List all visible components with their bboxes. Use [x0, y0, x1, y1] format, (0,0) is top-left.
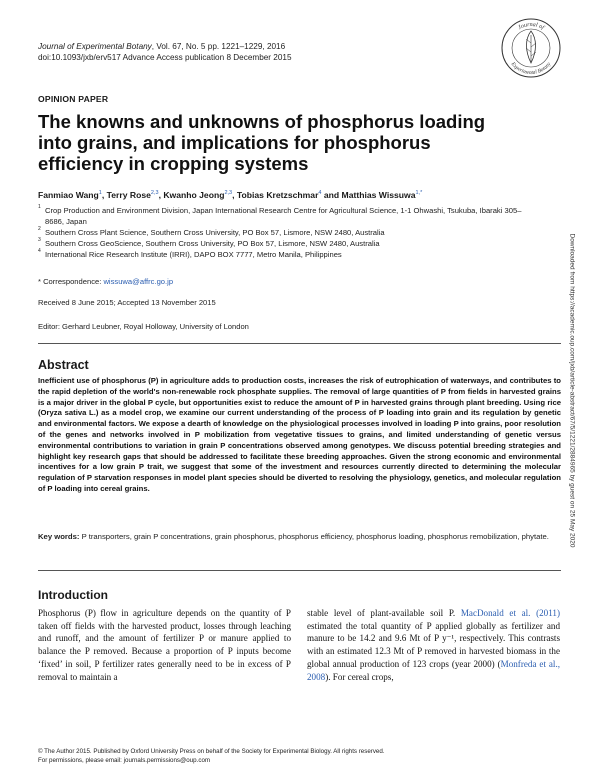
affiliation: 1 Crop Production and Environment Division, Japan International Research Centre for Agricultural Science, 1-1 Ohwashi, Tsukuba, Ibaraki 305–8686, Japan [38, 204, 522, 226]
keywords-list: P transporters, grain P concentrations, grain phosphorus, phosphorus efficiency, phosphorus loading, phosphorus remobilization, phytate. [79, 532, 549, 541]
correspondence: * Correspondence: wissuwa@affrc.go.jp [38, 277, 174, 286]
author[interactable]: Matthias Wissuwa$^{1,*}$ [341, 190, 423, 200]
author[interactable]: Kwanho Jeong$^{2,3}$ [163, 190, 233, 200]
copyright-line: © The Author 2015. Published by Oxford University Press on behalf of the Society for Experimental Biology. All rights reserved. [38, 748, 385, 755]
svg-text:Journal of: Journal of [517, 21, 545, 32]
affiliation: 3 Southern Cross GeoScience, Southern Cross University, PO Box 57, Lismore, NSW 2480, Australia [38, 237, 380, 248]
author-list: Fanmiao Wang$^1$, Terry Rose$^{2,3}$, Kwanho Jeong$^{2,3}$, Tobias Kretzschmar$^4$ and Matthias Wissuwa$^{1,*}$ [38, 190, 423, 200]
divider [38, 570, 561, 571]
keywords-label: Key words: [38, 532, 80, 541]
journal-volume: , Vol. 67, No. 5 pp. 1221–1229, 2016 [151, 42, 286, 51]
affiliation: 2 Southern Cross Plant Science, Southern Cross University, PO Box 57, Lismore, NSW 2480, Australia [38, 226, 385, 237]
author[interactable]: Terry Rose$^{2,3}$ [106, 190, 159, 200]
divider [38, 343, 561, 344]
download-watermark: Downloaded from https://academic.oup.com/jxb/article-abstract/67/5/1221/2884965 by guest on 25 May 2020 [568, 233, 576, 548]
introduction-column-1: Phosphorus (P) flow in agriculture depends on the quantity of P taken off fields with the harvested product, losses through leaching and runoff, and the amount of fertilizer P or manure applied to balance the P removed. Because a proportion of P inputs become ‘fixed’ in soil, P fertilizer rates generally need to be in excess of P removal to maintain a [38, 608, 291, 682]
affiliation: 4 International Rice Research Institute (IRRI), DAPO BOX 7777, Metro Manila, Philippines [38, 248, 342, 259]
section-type: OPINION PAPER [38, 94, 109, 104]
author[interactable]: Fanmiao Wang$^1$ [38, 190, 102, 200]
permissions-line: For permissions, please email: journals.permissions@oup.com [38, 757, 211, 764]
correspondence-email-link[interactable]: wissuwa@affrc.go.jp [103, 277, 174, 286]
doi-line: doi:10.1093/jxb/erv517 Advance Access publication 8 December 2015 [38, 53, 292, 62]
article-title: The knowns and unknowns of phosphorus loading into grains, and implications for phosphorus efficiency in cropping systems [38, 111, 486, 174]
abstract-heading: Abstract [38, 358, 89, 372]
affiliations [38, 205, 538, 260]
journal-citation [38, 41, 292, 63]
citation-link[interactable]: MacDonald et al. (2011) [460, 608, 560, 618]
copyright-footer [38, 747, 385, 765]
author[interactable]: Tobias Kretzschmar$^4$ [236, 190, 322, 200]
abstract-body: Inefficient use of phosphorus (P) in agriculture adds to production costs, increases the risk of eutrophication of waterways, and contributes to the rapid depletion of the world's non-renewable rock phosphate supplies. The removal of large quantities of P from fields in harvested grains is a major driver in the global P cycle, but opportunities exist to reduce the amount of P in harvested grains through plant breeding. Using rice (Oryza sativa L.) as a model crop, we examine our current understanding of the process of P loading into grain and its regulation by genetic and environmental factors. We expose a dearth of knowledge on the physiological processes involved in loading P into grains, poor resolution of the genes and networks involved in P mobilization from vegetative tissues to grains, and limited understanding of genetic versus environmental contributions to variation in grain P concentrations observed among genotypes. We discuss potential breeding strategies and highlight key research gaps that should be addressed to facilitate these breeding approaches. Given the strong economic and environmental incentives for a low grain P trait, we suggest that some of the investment and resources currently directed to determining the molecular regulation of P starvation responses in model plant species should be diverted to resolving the physiology, genetics, and molecular regulation of P loading into cereal grains. [38, 376, 561, 493]
introduction-column-2: stable level of plant-available soil P. MacDonald et al. (2011) estimated the total quantity of P applied globally as fertilizer and manure to be 14.2 and 9.6 Mt of P y⁻¹, respectively. This contrasts with an estimated 12.3 Mt of P removed in harvested biomass in the global annual production of 123 crops (year 2000) (Monfreda et al., 2008). For cereal crops, [307, 608, 561, 682]
journal-seal-logo [500, 17, 562, 79]
citation-link[interactable]: Monfreda et al., 2008 [307, 658, 561, 682]
editor-line: Editor: Gerhard Leubner, Royal Holloway, University of London [38, 322, 249, 331]
journal-name: Journal of Experimental Botany [38, 42, 152, 51]
received-accepted-dates: Received 8 June 2015; Accepted 13 November 2015 [38, 298, 216, 307]
introduction-heading: Introduction [38, 588, 108, 602]
svg-text:Experimental Botany: Experimental Botany [509, 61, 553, 77]
keywords [38, 532, 561, 543]
